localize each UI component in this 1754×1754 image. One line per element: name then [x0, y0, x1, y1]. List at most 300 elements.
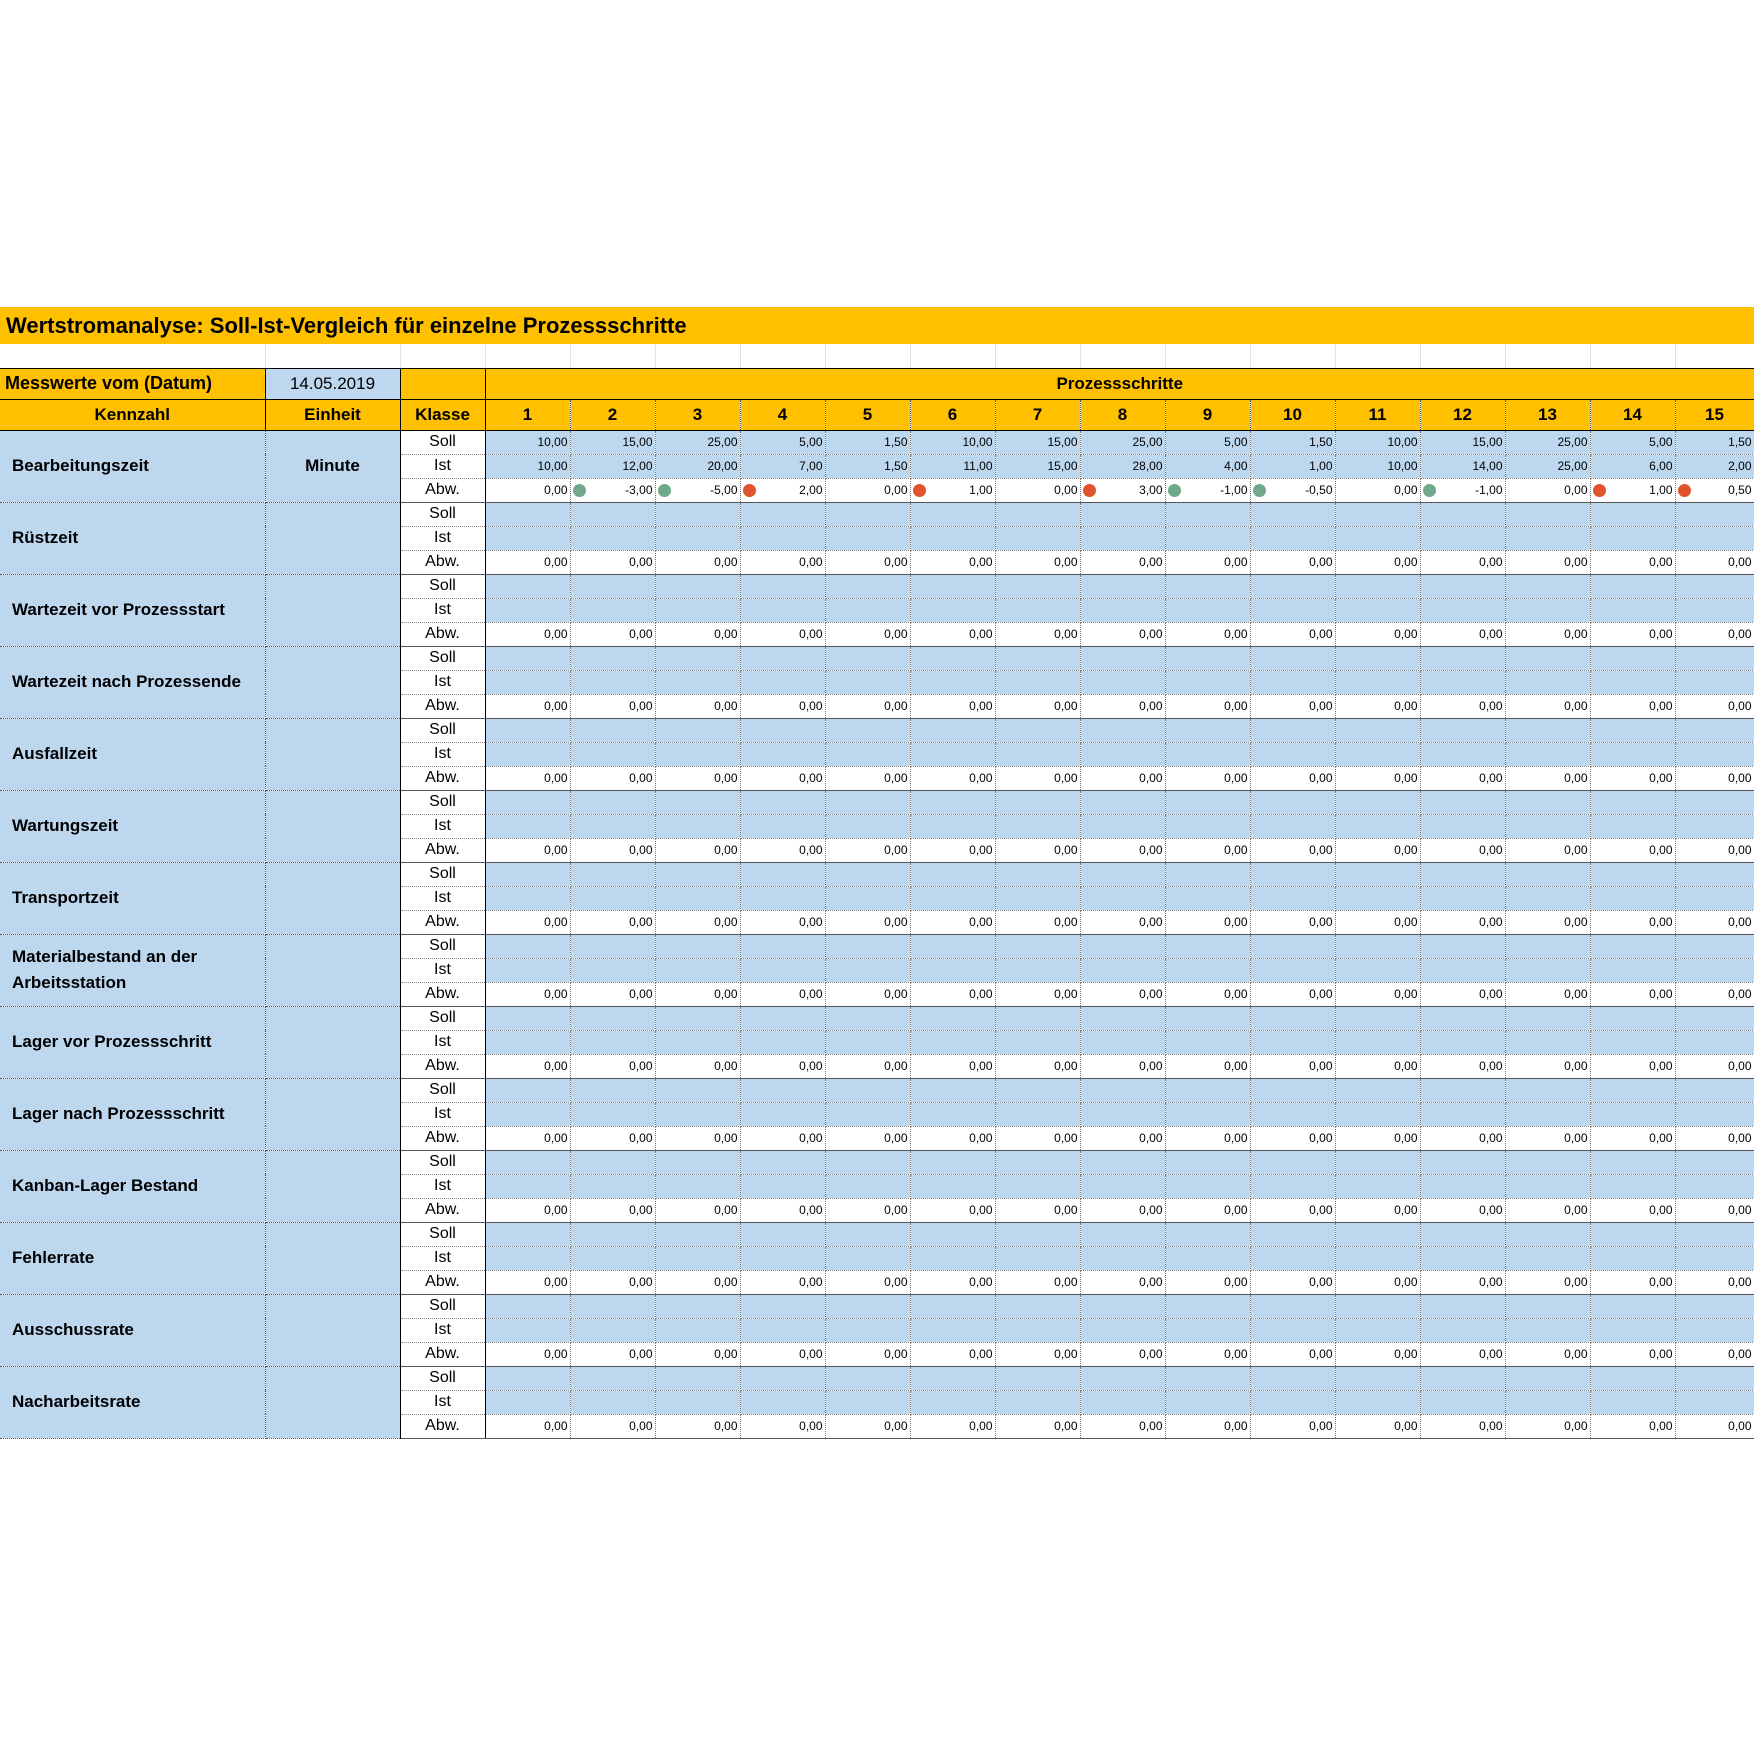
soll-value-cell[interactable]	[825, 1222, 910, 1246]
ist-value-cell[interactable]	[485, 1030, 570, 1054]
ist-value-cell[interactable]	[995, 886, 1080, 910]
ist-value-cell[interactable]	[1420, 1174, 1505, 1198]
ist-value-cell[interactable]	[1250, 1246, 1335, 1270]
metric-unit[interactable]	[265, 718, 400, 790]
soll-value-cell[interactable]	[1505, 790, 1590, 814]
ist-value-cell[interactable]	[1590, 1174, 1675, 1198]
soll-value-cell[interactable]	[1335, 574, 1420, 598]
ist-value-cell[interactable]	[1420, 1390, 1505, 1414]
metric-unit[interactable]	[265, 934, 400, 1006]
soll-value-cell[interactable]	[1335, 1294, 1420, 1318]
soll-value-cell[interactable]	[1250, 718, 1335, 742]
soll-value-cell[interactable]	[1590, 1222, 1675, 1246]
ist-value-cell[interactable]	[995, 814, 1080, 838]
soll-value-cell[interactable]	[740, 1366, 825, 1390]
ist-value-cell[interactable]	[995, 598, 1080, 622]
soll-value-cell[interactable]	[1675, 1150, 1754, 1174]
soll-value-cell[interactable]	[1420, 430, 1505, 454]
ist-value-cell[interactable]	[1505, 670, 1590, 694]
soll-value-cell[interactable]	[995, 1366, 1080, 1390]
soll-value-cell[interactable]	[740, 934, 825, 958]
soll-value-cell[interactable]	[655, 646, 740, 670]
ist-value-cell[interactable]	[1420, 886, 1505, 910]
ist-value-cell[interactable]	[1080, 1174, 1165, 1198]
ist-value-cell[interactable]	[1505, 454, 1590, 478]
metric-unit[interactable]	[265, 1150, 400, 1222]
soll-value-cell[interactable]	[570, 790, 655, 814]
ist-value-cell[interactable]	[740, 958, 825, 982]
ist-value-cell[interactable]	[570, 454, 655, 478]
soll-value-cell[interactable]	[485, 1294, 570, 1318]
soll-value-cell[interactable]	[1675, 718, 1754, 742]
ist-value-cell[interactable]	[570, 1102, 655, 1126]
soll-value-cell[interactable]	[825, 1150, 910, 1174]
ist-value-cell[interactable]	[570, 526, 655, 550]
soll-value-cell[interactable]	[1080, 1150, 1165, 1174]
soll-value-cell[interactable]	[995, 1222, 1080, 1246]
metric-unit[interactable]: Minute	[265, 430, 400, 502]
ist-value-cell[interactable]	[1420, 814, 1505, 838]
ist-value-cell[interactable]	[1250, 526, 1335, 550]
soll-value-cell[interactable]	[1080, 1222, 1165, 1246]
soll-value-cell[interactable]	[910, 1366, 995, 1390]
soll-value-cell[interactable]	[485, 1366, 570, 1390]
metric-unit[interactable]	[265, 862, 400, 934]
ist-value-cell[interactable]	[485, 1390, 570, 1414]
ist-value-cell[interactable]	[1675, 598, 1754, 622]
ist-value-cell[interactable]	[570, 958, 655, 982]
soll-value-cell[interactable]	[1590, 502, 1675, 526]
ist-value-cell[interactable]	[1420, 1102, 1505, 1126]
ist-value-cell[interactable]	[825, 1318, 910, 1342]
ist-value-cell[interactable]	[995, 1102, 1080, 1126]
soll-value-cell[interactable]	[1420, 862, 1505, 886]
soll-value-cell[interactable]	[485, 1006, 570, 1030]
ist-value-cell[interactable]	[825, 1246, 910, 1270]
ist-value-cell[interactable]	[1420, 742, 1505, 766]
ist-value-cell[interactable]	[1505, 1390, 1590, 1414]
ist-value-cell[interactable]	[655, 598, 740, 622]
soll-value-cell[interactable]	[910, 718, 995, 742]
soll-value-cell[interactable]	[485, 574, 570, 598]
ist-value-cell[interactable]	[1335, 1174, 1420, 1198]
soll-value-cell[interactable]	[1080, 718, 1165, 742]
soll-value-cell[interactable]	[570, 718, 655, 742]
soll-value-cell[interactable]	[910, 646, 995, 670]
ist-value-cell[interactable]	[1675, 1102, 1754, 1126]
soll-value-cell[interactable]	[1420, 1294, 1505, 1318]
ist-value-cell[interactable]	[1080, 1246, 1165, 1270]
soll-value-cell[interactable]	[910, 1078, 995, 1102]
soll-value-cell[interactable]	[1080, 1078, 1165, 1102]
soll-value-cell[interactable]	[1080, 862, 1165, 886]
soll-value-cell[interactable]	[740, 1222, 825, 1246]
ist-value-cell[interactable]	[655, 958, 740, 982]
soll-value-cell[interactable]	[825, 430, 910, 454]
ist-value-cell[interactable]	[995, 1030, 1080, 1054]
soll-value-cell[interactable]	[485, 1078, 570, 1102]
ist-value-cell[interactable]	[485, 1174, 570, 1198]
soll-value-cell[interactable]	[1590, 862, 1675, 886]
ist-value-cell[interactable]	[740, 1318, 825, 1342]
ist-value-cell[interactable]	[1335, 742, 1420, 766]
soll-value-cell[interactable]	[1675, 1006, 1754, 1030]
ist-value-cell[interactable]	[1675, 1030, 1754, 1054]
soll-value-cell[interactable]	[1250, 934, 1335, 958]
ist-value-cell[interactable]	[740, 526, 825, 550]
ist-value-cell[interactable]	[1250, 1102, 1335, 1126]
ist-value-cell[interactable]	[1420, 1030, 1505, 1054]
ist-value-cell[interactable]	[1505, 742, 1590, 766]
soll-value-cell[interactable]	[570, 1366, 655, 1390]
ist-value-cell[interactable]	[910, 886, 995, 910]
ist-value-cell[interactable]	[995, 958, 1080, 982]
soll-value-cell[interactable]	[1675, 430, 1754, 454]
ist-value-cell[interactable]	[1080, 1030, 1165, 1054]
ist-value-cell[interactable]	[740, 1030, 825, 1054]
soll-value-cell[interactable]	[910, 574, 995, 598]
ist-value-cell[interactable]	[1165, 1030, 1250, 1054]
soll-value-cell[interactable]	[825, 718, 910, 742]
soll-value-cell[interactable]	[1080, 1366, 1165, 1390]
ist-value-cell[interactable]	[740, 886, 825, 910]
soll-value-cell[interactable]	[1590, 1150, 1675, 1174]
soll-value-cell[interactable]	[655, 574, 740, 598]
ist-value-cell[interactable]	[1675, 1174, 1754, 1198]
ist-value-cell[interactable]	[1590, 670, 1675, 694]
soll-value-cell[interactable]	[485, 1150, 570, 1174]
ist-value-cell[interactable]	[1080, 958, 1165, 982]
soll-value-cell[interactable]	[655, 430, 740, 454]
ist-value-cell[interactable]	[1675, 1390, 1754, 1414]
soll-value-cell[interactable]	[1165, 1294, 1250, 1318]
ist-value-cell[interactable]	[1675, 814, 1754, 838]
ist-value-cell[interactable]	[910, 1390, 995, 1414]
ist-value-cell[interactable]	[1080, 1102, 1165, 1126]
ist-value-cell[interactable]	[825, 814, 910, 838]
ist-value-cell[interactable]	[1335, 886, 1420, 910]
ist-value-cell[interactable]	[570, 1174, 655, 1198]
ist-value-cell[interactable]	[1335, 958, 1420, 982]
soll-value-cell[interactable]	[570, 1078, 655, 1102]
soll-value-cell[interactable]	[1420, 1006, 1505, 1030]
soll-value-cell[interactable]	[1420, 502, 1505, 526]
ist-value-cell[interactable]	[570, 1030, 655, 1054]
ist-value-cell[interactable]	[995, 1318, 1080, 1342]
ist-value-cell[interactable]	[1335, 1390, 1420, 1414]
soll-value-cell[interactable]	[1675, 1294, 1754, 1318]
soll-value-cell[interactable]	[995, 646, 1080, 670]
ist-value-cell[interactable]	[485, 670, 570, 694]
ist-value-cell[interactable]	[655, 526, 740, 550]
soll-value-cell[interactable]	[995, 1006, 1080, 1030]
soll-value-cell[interactable]	[1080, 1294, 1165, 1318]
ist-value-cell[interactable]	[570, 1246, 655, 1270]
ist-value-cell[interactable]	[485, 1102, 570, 1126]
ist-value-cell[interactable]	[655, 742, 740, 766]
soll-value-cell[interactable]	[485, 502, 570, 526]
soll-value-cell[interactable]	[570, 934, 655, 958]
soll-value-cell[interactable]	[655, 718, 740, 742]
ist-value-cell[interactable]	[485, 1246, 570, 1270]
soll-value-cell[interactable]	[1420, 1150, 1505, 1174]
date-input[interactable]: 14.05.2019	[265, 368, 400, 399]
soll-value-cell[interactable]	[1505, 502, 1590, 526]
ist-value-cell[interactable]	[910, 670, 995, 694]
soll-value-cell[interactable]	[485, 790, 570, 814]
soll-value-cell[interactable]	[1675, 862, 1754, 886]
soll-value-cell[interactable]	[1250, 1222, 1335, 1246]
soll-value-cell[interactable]	[1505, 1294, 1590, 1318]
soll-value-cell[interactable]	[485, 1222, 570, 1246]
soll-value-cell[interactable]	[1590, 718, 1675, 742]
ist-value-cell[interactable]	[825, 670, 910, 694]
ist-value-cell[interactable]	[1080, 886, 1165, 910]
soll-value-cell[interactable]	[1505, 934, 1590, 958]
ist-value-cell[interactable]	[1080, 526, 1165, 550]
soll-value-cell[interactable]	[655, 862, 740, 886]
ist-value-cell[interactable]	[910, 1174, 995, 1198]
ist-value-cell[interactable]	[1250, 886, 1335, 910]
soll-value-cell[interactable]	[1420, 574, 1505, 598]
ist-value-cell[interactable]	[910, 1246, 995, 1270]
soll-value-cell[interactable]	[995, 718, 1080, 742]
soll-value-cell[interactable]	[995, 574, 1080, 598]
ist-value-cell[interactable]	[910, 1030, 995, 1054]
soll-value-cell[interactable]	[1250, 574, 1335, 598]
soll-value-cell[interactable]	[1165, 502, 1250, 526]
ist-value-cell[interactable]	[1250, 814, 1335, 838]
ist-value-cell[interactable]	[1420, 958, 1505, 982]
ist-value-cell[interactable]	[1080, 670, 1165, 694]
soll-value-cell[interactable]	[655, 1078, 740, 1102]
soll-value-cell[interactable]	[1250, 430, 1335, 454]
ist-value-cell[interactable]	[910, 814, 995, 838]
ist-value-cell[interactable]	[1675, 958, 1754, 982]
ist-value-cell[interactable]	[995, 1390, 1080, 1414]
soll-value-cell[interactable]	[825, 790, 910, 814]
metric-unit[interactable]	[265, 790, 400, 862]
soll-value-cell[interactable]	[1590, 430, 1675, 454]
soll-value-cell[interactable]	[1335, 1366, 1420, 1390]
soll-value-cell[interactable]	[485, 646, 570, 670]
soll-value-cell[interactable]	[1505, 1150, 1590, 1174]
ist-value-cell[interactable]	[1335, 454, 1420, 478]
soll-value-cell[interactable]	[1505, 430, 1590, 454]
ist-value-cell[interactable]	[1590, 1318, 1675, 1342]
ist-value-cell[interactable]	[995, 1246, 1080, 1270]
soll-value-cell[interactable]	[1165, 1078, 1250, 1102]
soll-value-cell[interactable]	[825, 934, 910, 958]
ist-value-cell[interactable]	[655, 1174, 740, 1198]
soll-value-cell[interactable]	[740, 1078, 825, 1102]
soll-value-cell[interactable]	[1420, 718, 1505, 742]
ist-value-cell[interactable]	[655, 886, 740, 910]
ist-value-cell[interactable]	[485, 598, 570, 622]
soll-value-cell[interactable]	[485, 934, 570, 958]
ist-value-cell[interactable]	[655, 814, 740, 838]
ist-value-cell[interactable]	[1420, 1318, 1505, 1342]
ist-value-cell[interactable]	[1335, 1318, 1420, 1342]
soll-value-cell[interactable]	[1335, 502, 1420, 526]
soll-value-cell[interactable]	[825, 862, 910, 886]
ist-value-cell[interactable]	[485, 814, 570, 838]
soll-value-cell[interactable]	[570, 1222, 655, 1246]
ist-value-cell[interactable]	[1250, 1030, 1335, 1054]
soll-value-cell[interactable]	[1165, 934, 1250, 958]
soll-value-cell[interactable]	[1505, 1006, 1590, 1030]
soll-value-cell[interactable]	[1080, 502, 1165, 526]
ist-value-cell[interactable]	[825, 958, 910, 982]
soll-value-cell[interactable]	[570, 1150, 655, 1174]
soll-value-cell[interactable]	[1505, 1078, 1590, 1102]
ist-value-cell[interactable]	[825, 886, 910, 910]
ist-value-cell[interactable]	[825, 1102, 910, 1126]
soll-value-cell[interactable]	[1080, 574, 1165, 598]
ist-value-cell[interactable]	[740, 670, 825, 694]
soll-value-cell[interactable]	[995, 862, 1080, 886]
ist-value-cell[interactable]	[1250, 454, 1335, 478]
ist-value-cell[interactable]	[1505, 1318, 1590, 1342]
soll-value-cell[interactable]	[1590, 646, 1675, 670]
ist-value-cell[interactable]	[1250, 958, 1335, 982]
ist-value-cell[interactable]	[1505, 1102, 1590, 1126]
soll-value-cell[interactable]	[1250, 1294, 1335, 1318]
ist-value-cell[interactable]	[825, 526, 910, 550]
soll-value-cell[interactable]	[1675, 502, 1754, 526]
ist-value-cell[interactable]	[1335, 814, 1420, 838]
ist-value-cell[interactable]	[655, 670, 740, 694]
ist-value-cell[interactable]	[825, 1390, 910, 1414]
ist-value-cell[interactable]	[1505, 814, 1590, 838]
ist-value-cell[interactable]	[740, 742, 825, 766]
soll-value-cell[interactable]	[570, 1006, 655, 1030]
soll-value-cell[interactable]	[655, 934, 740, 958]
ist-value-cell[interactable]	[485, 454, 570, 478]
soll-value-cell[interactable]	[995, 502, 1080, 526]
soll-value-cell[interactable]	[1420, 790, 1505, 814]
soll-value-cell[interactable]	[1165, 1366, 1250, 1390]
soll-value-cell[interactable]	[995, 934, 1080, 958]
ist-value-cell[interactable]	[995, 526, 1080, 550]
soll-value-cell[interactable]	[1335, 1150, 1420, 1174]
ist-value-cell[interactable]	[1250, 598, 1335, 622]
metric-unit[interactable]	[265, 646, 400, 718]
soll-value-cell[interactable]	[995, 790, 1080, 814]
ist-value-cell[interactable]	[1505, 526, 1590, 550]
soll-value-cell[interactable]	[485, 430, 570, 454]
soll-value-cell[interactable]	[1165, 430, 1250, 454]
ist-value-cell[interactable]	[910, 742, 995, 766]
soll-value-cell[interactable]	[1250, 646, 1335, 670]
ist-value-cell[interactable]	[740, 1102, 825, 1126]
soll-value-cell[interactable]	[740, 790, 825, 814]
ist-value-cell[interactable]	[1080, 1318, 1165, 1342]
ist-value-cell[interactable]	[1080, 742, 1165, 766]
soll-value-cell[interactable]	[1590, 1294, 1675, 1318]
ist-value-cell[interactable]	[825, 1030, 910, 1054]
ist-value-cell[interactable]	[740, 1174, 825, 1198]
soll-value-cell[interactable]	[1080, 1006, 1165, 1030]
ist-value-cell[interactable]	[655, 1390, 740, 1414]
soll-value-cell[interactable]	[1420, 646, 1505, 670]
ist-value-cell[interactable]	[1590, 886, 1675, 910]
ist-value-cell[interactable]	[1420, 1246, 1505, 1270]
ist-value-cell[interactable]	[1080, 598, 1165, 622]
soll-value-cell[interactable]	[1250, 1078, 1335, 1102]
ist-value-cell[interactable]	[740, 814, 825, 838]
soll-value-cell[interactable]	[655, 1006, 740, 1030]
soll-value-cell[interactable]	[1165, 1150, 1250, 1174]
soll-value-cell[interactable]	[1165, 646, 1250, 670]
soll-value-cell[interactable]	[655, 790, 740, 814]
ist-value-cell[interactable]	[1165, 742, 1250, 766]
ist-value-cell[interactable]	[1080, 454, 1165, 478]
soll-value-cell[interactable]	[1080, 790, 1165, 814]
ist-value-cell[interactable]	[1590, 742, 1675, 766]
ist-value-cell[interactable]	[1420, 670, 1505, 694]
metric-unit[interactable]	[265, 502, 400, 574]
soll-value-cell[interactable]	[655, 1222, 740, 1246]
soll-value-cell[interactable]	[995, 1078, 1080, 1102]
ist-value-cell[interactable]	[1165, 1174, 1250, 1198]
ist-value-cell[interactable]	[740, 598, 825, 622]
ist-value-cell[interactable]	[1590, 454, 1675, 478]
ist-value-cell[interactable]	[485, 526, 570, 550]
ist-value-cell[interactable]	[1165, 814, 1250, 838]
soll-value-cell[interactable]	[825, 1078, 910, 1102]
ist-value-cell[interactable]	[1165, 1246, 1250, 1270]
soll-value-cell[interactable]	[655, 502, 740, 526]
soll-value-cell[interactable]	[1590, 790, 1675, 814]
ist-value-cell[interactable]	[655, 1030, 740, 1054]
ist-value-cell[interactable]	[1165, 886, 1250, 910]
soll-value-cell[interactable]	[740, 430, 825, 454]
soll-value-cell[interactable]	[825, 502, 910, 526]
ist-value-cell[interactable]	[1675, 670, 1754, 694]
soll-value-cell[interactable]	[570, 430, 655, 454]
ist-value-cell[interactable]	[570, 1390, 655, 1414]
soll-value-cell[interactable]	[655, 1366, 740, 1390]
soll-value-cell[interactable]	[740, 1294, 825, 1318]
ist-value-cell[interactable]	[1590, 526, 1675, 550]
ist-value-cell[interactable]	[485, 886, 570, 910]
soll-value-cell[interactable]	[1080, 646, 1165, 670]
soll-value-cell[interactable]	[1250, 1150, 1335, 1174]
ist-value-cell[interactable]	[1590, 814, 1675, 838]
ist-value-cell[interactable]	[995, 454, 1080, 478]
ist-value-cell[interactable]	[1165, 598, 1250, 622]
soll-value-cell[interactable]	[910, 934, 995, 958]
ist-value-cell[interactable]	[910, 598, 995, 622]
ist-value-cell[interactable]	[825, 598, 910, 622]
soll-value-cell[interactable]	[1675, 1366, 1754, 1390]
ist-value-cell[interactable]	[910, 1318, 995, 1342]
ist-value-cell[interactable]	[1250, 1318, 1335, 1342]
soll-value-cell[interactable]	[1080, 934, 1165, 958]
soll-value-cell[interactable]	[1250, 862, 1335, 886]
ist-value-cell[interactable]	[825, 454, 910, 478]
ist-value-cell[interactable]	[485, 958, 570, 982]
ist-value-cell[interactable]	[655, 1246, 740, 1270]
soll-value-cell[interactable]	[655, 1150, 740, 1174]
soll-value-cell[interactable]	[995, 1294, 1080, 1318]
soll-value-cell[interactable]	[910, 1150, 995, 1174]
soll-value-cell[interactable]	[570, 574, 655, 598]
ist-value-cell[interactable]	[1335, 526, 1420, 550]
soll-value-cell[interactable]	[1420, 1222, 1505, 1246]
soll-value-cell[interactable]	[1335, 1078, 1420, 1102]
